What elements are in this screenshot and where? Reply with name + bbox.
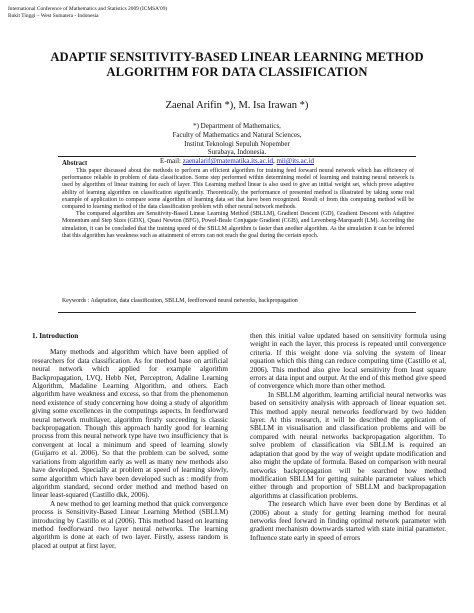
email-link-1[interactable]: zaenalarif@matematika.its.ac.id [182, 157, 273, 166]
left-column [32, 332, 228, 550]
title-line-1: ADAPTIF SENSITIVITY-BASED LINEAR LEARNING METHOD [50, 50, 424, 64]
affiliation-line-3: Institut Teknologi Sepuluh Nopember [184, 139, 290, 148]
right-column [250, 332, 446, 542]
abstract-body [62, 168, 414, 240]
conference-location: Bukit Tinggi – West Sumatera - Indonesia [8, 12, 99, 19]
email-label: E-mail: [159, 157, 181, 166]
abstract-paragraph-2: The compared algorithm are Sensitivity-Based Linear Learning Method (SBLLM), Gradient Descent (GD), Gradient Descent with Adaptive Momentum and Step Sizes (GDX), Quasi Newton (BFG), Powel-Beale Conjugate Gradient (CGB), and Levenberg-Marquardt (LM). According the simulation, it can be concluded that the training speed of the SBLLM algorithm is faster than another algorithm. As the simulation it can be inferred that this algorithm has weakness such as attainment of errors can not reach the goal during the certain epoch. [62, 211, 414, 239]
abstract-paragraph-1: This paper discussed about the methods to perform an efficient algorithm for training feed forward neural network which has efficiency of performance reliable in problem of data classification. Some step performed within determining model of learning and training neural network is used by algorithm of linear training for each of layer. This Learning method linear is also used to give an initial weight set, which prove adaptive ability of learning algorithm on classification significantly. Theoretically, the performance of presented method is illustrated by taking some real example of application to compare some algorithm of learning data set that have been recognized. Result of from this computing method will be compared to learning method of the data classification problem with other neural network methods. [62, 168, 414, 211]
conference-name: International Conference of Mathematics and Statistics 2009 (ICMSA'09) [8, 6, 168, 12]
conference-header [8, 6, 167, 19]
paper-title [0, 50, 474, 80]
affiliation-line-1: *) Department of Mathematics, [193, 122, 281, 130]
abstract-bottom-rule [58, 312, 416, 313]
keywords: Keywords : Adaptation, data classification, SBLLM, feedforward neural networks, backpropagation [62, 298, 298, 304]
affiliation-line-2: Faculty of Mathematics and Natural Sciences, [172, 130, 302, 139]
right-paragraph-1: then this initial value updated based on sensitivity formula using weight in each the layer, this process is repeated until convergence criteria. If this weight done via solving the system of linear equation which this thing can reduce computing time (Castillo et al, 2006). This method also give local sensitivity from least square errors at data input and output. At the end of this method give speed of convergence which more than other method. [250, 332, 446, 391]
right-paragraph-3: The research which have ever been done by Berdinas et al (2006) about a study for getting learning method for neural networks feed forward in finding optimal network parameter with gradient mechanism downwards started with state initial parameter. Influence state early in speed of errors [250, 500, 446, 542]
section-heading-introduction: 1. Introduction [32, 332, 79, 340]
authors: Zaenal Arifin *), M. Isa Irawan *) [165, 100, 309, 111]
intro-paragraph-2: A new method to get learning method that quick convergence process is Sensitivity-Based Linear Learning Method (SBLLM) introducing by Castillo et al (2006). This method based on learning method feedforward two layer neural networks. The learning algorithm is done at each of two layer. Firstly, assess random is placed at output at first layer, [32, 499, 228, 550]
title-line-2: ALGORITHM FOR DATA CLASSIFICATION [106, 65, 368, 79]
right-paragraph-2: In SBLLM algorithm, learning artificial neural networks was based on sensitivity analysis with approach of linear equation set. This method apply neural networks feedforward by two hidden layer. At this research, it will be described the application of SBLLM in visualisation and classification problems and will be compared with neural networks backpropagation algorithm. To solve problem of classification via SBLLM is required an adaptation that good by the way of weight update modification and also might the update of formula. Based on comparison with neural networks backpropagation will be searched how method modification SBLLM for getting suitable parameter values which either through and proportion of SBLLM and backpropagation algorithms at classification problems. [250, 390, 446, 500]
abstract-top-rule [58, 156, 416, 157]
email-link-2[interactable]: mii@its.ac.id [276, 157, 315, 166]
intro-paragraph-1: Many methods and algorithm which have been applied of researchers for data classification. As for method base on artificial neural network which applied for example algorithm Backpropagation, LVQ, Hebb Net, Perceptron, Adaline Learning Algorithm, Madaline Learning Algorithm, and others. Each algorithm have weakness and excess, so that from the phenomenon need existence of study concerning how doing a study of algorithm giving some excellences in the computings aspects. In feedforward neural network multilayer, algorithm firstly succeeding is classic backpropagation. Though this approach hardly good for learning process from this neural network type have two insufficiency that is convergent at local a minimum and speed of learning slowly (Guijarro et al. 2006). So that the problem can be solved, some variations from algorithm early as well as many new methods also have developed. Specially at problem at speed of learning slowly, some algorithm which have been developed such as : modify from algorithm standard, second order method and method based on linear least-squared (Castillo dkk, 2006). [32, 348, 228, 500]
affiliation-line-4: Surabaya, Indonesia. [207, 148, 267, 157]
email-separator: , [272, 157, 275, 166]
abstract-heading: Abstract [62, 160, 88, 167]
